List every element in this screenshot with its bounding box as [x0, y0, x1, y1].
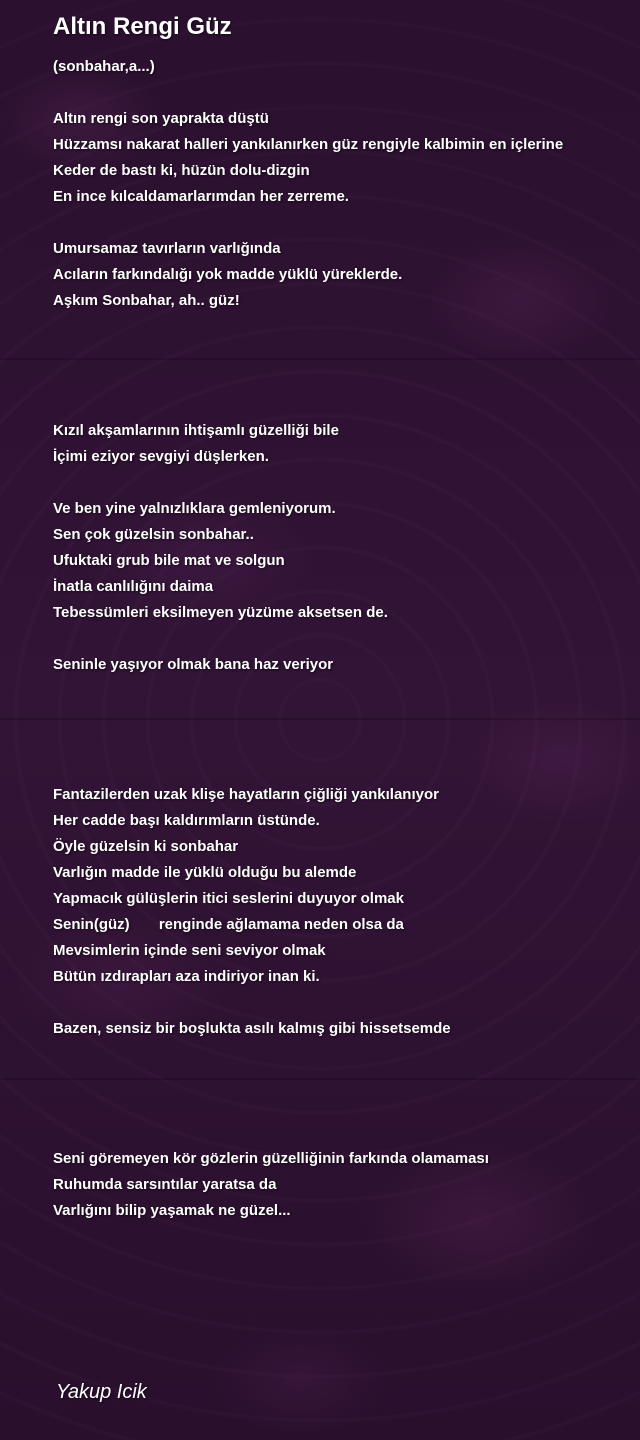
poem-line: Senin(güz) renginde ağlamama neden olsa da	[53, 916, 404, 933]
poem-line	[53, 314, 633, 340]
poem-line: Mevsimlerin içinde seni seviyor olmak	[53, 942, 326, 959]
poem-line: Fantazilerden uzak klişe hayatların çiğliği yankılanıyor	[53, 786, 439, 803]
poem-line: İnatla canlılığını daima	[53, 578, 214, 595]
poem-line: Umursamaz tavırların varlığında	[53, 240, 281, 257]
poem-line: Aşkım Sonbahar, ah.. güz!	[53, 292, 240, 309]
poem-line: Tebessümleri eksilmeyen yüzüme aksetsen de.	[53, 604, 388, 621]
poem-line	[53, 1042, 633, 1068]
poem-line	[53, 392, 633, 418]
poem-line: Ruhumda sarsıntılar yaratsa da	[53, 1176, 277, 1193]
poem-line	[53, 756, 633, 782]
poem-line: Ufuktaki grub bile mat ve solgun	[53, 552, 285, 569]
poem-line	[53, 704, 633, 730]
poem-line: İçimi eziyor sevgiyi düşlerken.	[53, 448, 269, 465]
poem-line: Varlığın madde ile yüklü olduğu bu alemde	[53, 864, 357, 881]
poem-line: Öyle güzelsin ki sonbahar	[53, 838, 239, 855]
poem-line	[53, 366, 633, 392]
poem-line: Bazen, sensiz bir boşlukta asılı kalmış gibi hissetsemde	[53, 1020, 451, 1037]
poem-line: Her cadde başı kaldırımların üstünde.	[53, 812, 320, 829]
poem-line: Bütün ızdırapları aza indiriyor inan ki.	[53, 968, 320, 985]
poem-line: Sen çok güzelsin sonbahar..	[53, 526, 254, 543]
poem-line	[53, 1094, 633, 1120]
poem-line	[53, 730, 633, 756]
poem-line	[53, 990, 633, 1016]
poem-line	[53, 1068, 633, 1094]
poem-body	[53, 54, 633, 1224]
poem-line: Altın rengi son yaprakta düştü	[53, 110, 269, 127]
poem-line	[53, 80, 633, 106]
poem-line	[53, 210, 633, 236]
poem-line: Ve ben yine yalnızlıklara gemleniyorum.	[53, 500, 336, 517]
poem-line	[53, 626, 633, 652]
poem-line: Kızıl akşamlarının ihtişamlı güzelliği bile	[53, 422, 339, 439]
poem-line: Acıların farkındalığı yok madde yüklü yüreklerde.	[53, 266, 403, 283]
poem-title: Altın Rengi Güz	[53, 13, 232, 40]
poem-line: Varlığını bilip yaşamak ne güzel...	[53, 1202, 291, 1219]
poem-line	[53, 678, 633, 704]
poem-line: Keder de bastı ki, hüzün dolu-dizgin	[53, 162, 310, 179]
poem-line: (sonbahar,a...)	[53, 58, 155, 75]
poem-line: Seni göremeyen kör gözlerin güzelliğinin farkında olamaması	[53, 1150, 489, 1167]
poem-line: Seninle yaşıyor olmak bana haz veriyor	[53, 656, 334, 673]
poem-line	[53, 470, 633, 496]
poem-author: Yakup Icik	[56, 1381, 147, 1403]
poem-line	[53, 340, 633, 366]
poem-line: Hüzzamsı nakarat halleri yankılanırken güz rengiyle kalbimin en içlerine	[53, 136, 564, 153]
poem-line: En ince kılcaldamarlarımdan her zerreme.	[53, 188, 349, 205]
poem-line: Yapmacık gülüşlerin itici seslerini duyuyor olmak	[53, 890, 404, 907]
poem-line	[53, 1120, 633, 1146]
